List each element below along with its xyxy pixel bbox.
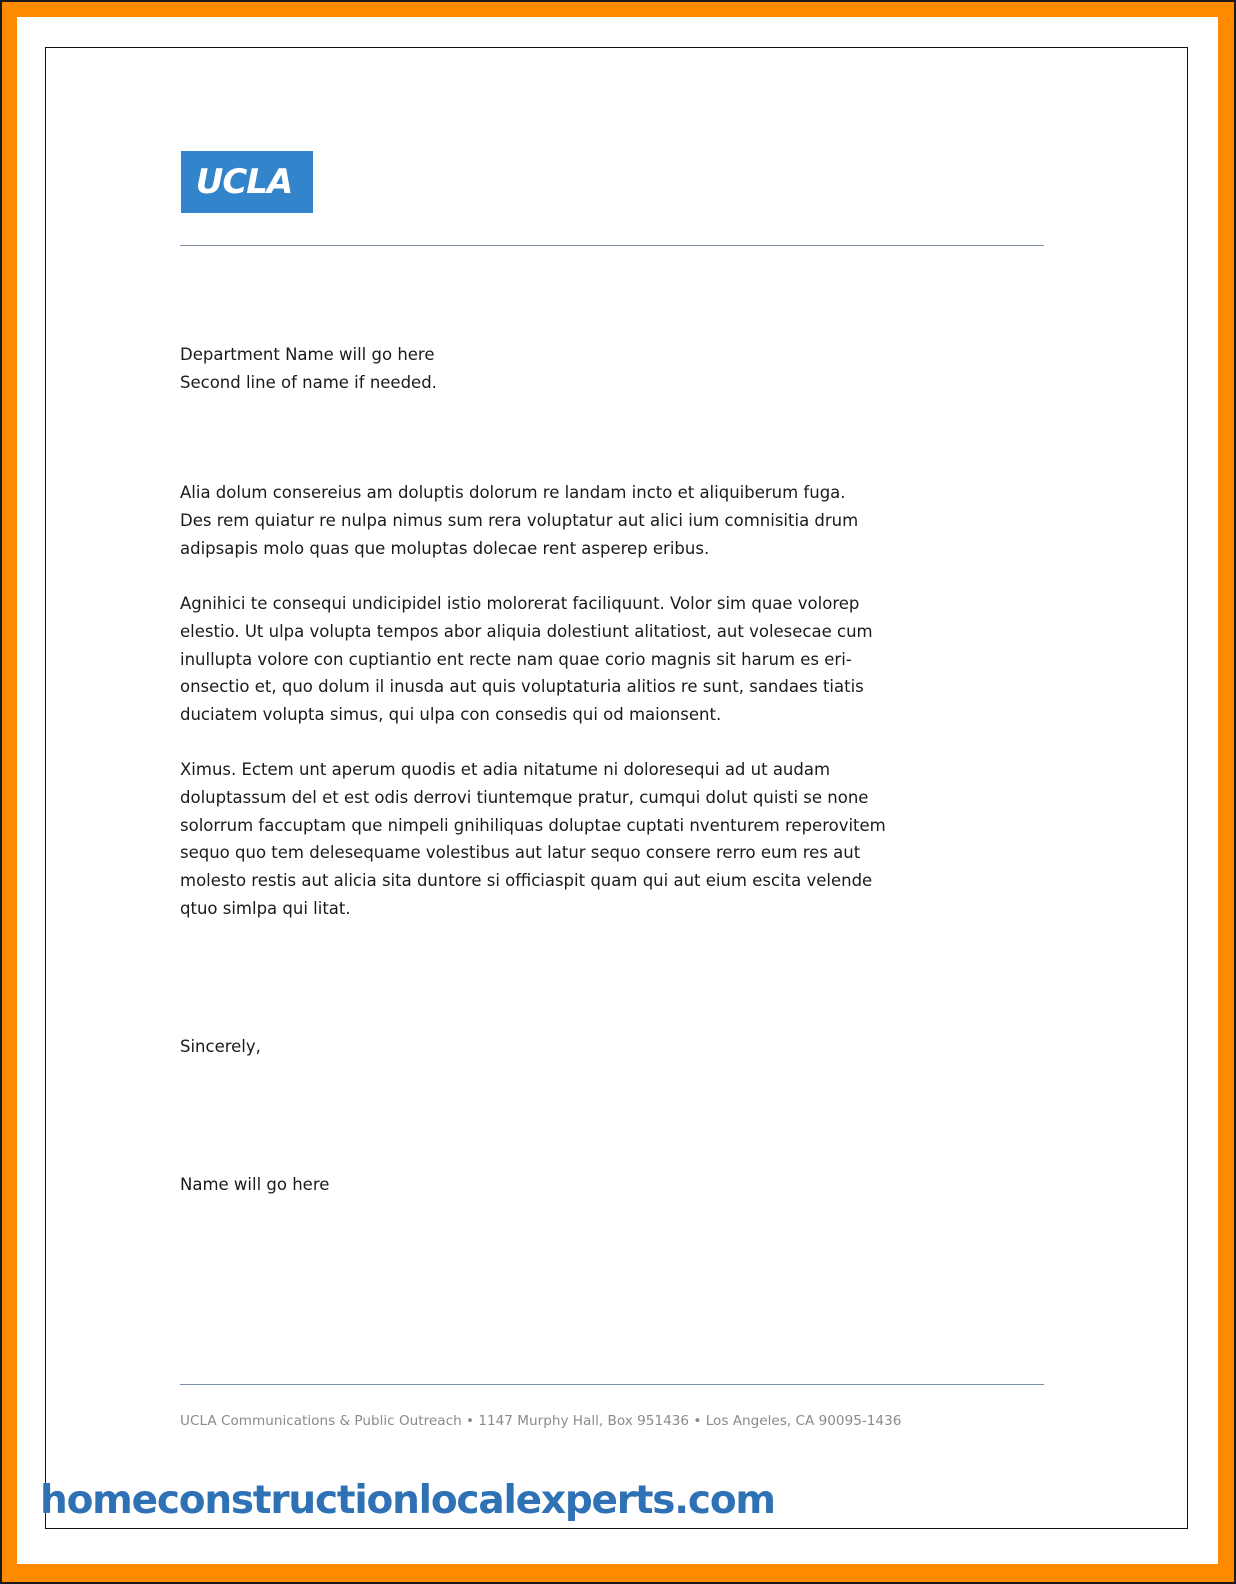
paragraph-line: onsectio et, quo dolum il inusda aut quis voluptaturia alitios re sunt, sandaes tiatis: [180, 677, 864, 697]
paragraph-line: duciatem volupta simus, qui ulpa con consedis qui od maionsent.: [180, 705, 722, 725]
paragraph-line: Ximus. Ectem unt aperum quodis et adia nitatume ni doloresequi ad ut audam: [180, 760, 831, 779]
paragraph-line: sequo quo tem delesequame volestibus aut latur sequo consere rerro eum res aut: [180, 843, 861, 863]
ucla-logo: [181, 151, 313, 213]
paragraph-line: molesto restis aut alicia sita duntore si officiaspit quam qui aut eium escita velende: [180, 871, 873, 891]
paragraph-line: Alia dolum consereius am doluptis dolorum re landam incto et aliquiberum fuga.: [180, 483, 846, 502]
body-paragraph: [180, 479, 858, 562]
paragraph-line: elestio. Ut ulpa volupta tempos abor aliquia dolestiunt alitatiost, aut volesecae cum: [180, 621, 873, 641]
body-paragraph: [180, 756, 886, 923]
department-line: Second line of name if needed.: [180, 372, 437, 392]
logo-text: UCLA: [195, 162, 293, 202]
body-paragraph: [180, 590, 873, 729]
paragraph-line: adipsapis molo quas que moluptas dolecae rent asperep eribus.: [180, 538, 710, 558]
paragraph-line: doluptassum del et est odis derrovi tiuntemque pratur, cumqui dolut quisti se none: [180, 787, 869, 807]
paragraph-line: solorrum faccuptam que nimpeli gnihiliquas doluptae cuptati nventurem reperovitem: [180, 815, 886, 835]
paragraph-line: Agnihici te consequi undicipidel istio molorerat faciliquunt. Volor sim quae volorep: [180, 594, 860, 613]
paragraph-line: inullupta volore con cuptiantio ent recte nam quae corio magnis sit harum es eri-: [180, 649, 852, 669]
department-line: Department Name will go here: [180, 345, 435, 364]
watermark-text: homeconstructionlocalexperts.com: [40, 1478, 775, 1523]
paragraph-line: Des rem quiatur re nulpa nimus sum rera voluptatur aut alici ium comnisitia drum: [180, 510, 859, 530]
footer-divider: [180, 1384, 1044, 1385]
footer-address: UCLA Communications & Public Outreach • 1147 Murphy Hall, Box 951436 • Los Angeles, CA 90095-1436: [180, 1413, 902, 1429]
closing-salutation: Sincerely,: [180, 1037, 261, 1056]
paragraph-line: qtuo simlpa qui litat.: [180, 898, 351, 918]
department-block: [180, 341, 437, 397]
header-divider: [180, 245, 1044, 246]
signer-name: Name will go here: [180, 1175, 330, 1194]
